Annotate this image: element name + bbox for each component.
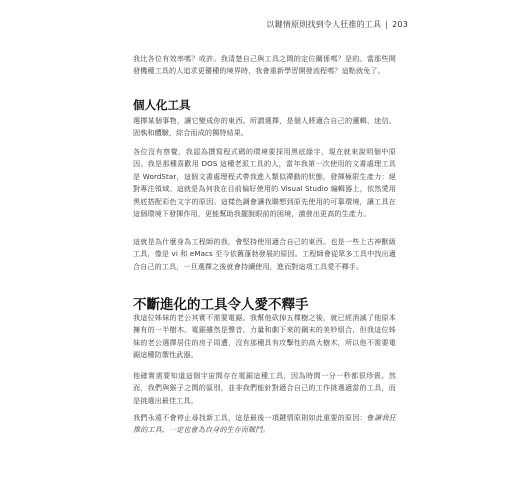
paragraph-environment: 各位沒有察覺，我認為撰寫程式碼的環境要採用黑底綠字，現在就來說明個中原因。我是那種喜歡用 DOS 這種老派工具的人，當年我第一次使用的文書處理工具是 WordStar，這個文書處理程式帶我進入類似禪動的狀態，發揮極限生產力：絕對專注領域。這就是為何我在目前偏好使用的 Visual Studio 編輯器上，依然愛用黑底搭配彩色文字的原因。這樣色調會讓我聯想到原先使用的可靠環境，讓工具在這個環境下發揮作用，更能幫助我擺脫眼前的困境，激發出更高的生產力。: [133, 147, 396, 219]
section-heading-personalized-tools: 個人化工具: [133, 98, 191, 112]
page-number: 203: [392, 20, 408, 29]
running-header: [266, 19, 408, 30]
paragraph-universe: 他確實需要知道這個宇宙間存在電鋸這種工具，因為時間一分一秒都很珍貴。然而，我們與猴子之間的區別，並非我們能針對適合自己的工作挑選適當的工具，而是挑選出最佳工具。: [133, 371, 396, 405]
paragraph-choose: 選擇某個事物，讓它變成你的東西。所謂選擇，是個人將適合自己的邏輯、迷信、固執和體驗，綜合而成的獨特結果。: [133, 116, 396, 138]
paragraph-engineer: 這就是為什麼身為工程師的我，會堅持使用適合自己的東西。也是一些上古神獸級工具，像是 vi 和 eMacs 至今依舊蓬勃發展的原因。工程師會從眾多工具中找出適合自己的工具，一旦選擇之後就會持續使用，進而對這項工具愛不釋手。: [133, 237, 396, 271]
paragraph-chainsaw: 我這位姊妹的老公其實不需要電鋸。我幫他砍掉五棵樹之後，就已經消滅了他原本擁有的一半樹木。電鋸雖然是聲音、力量和劇下來的鋼末的美妙組合，但我這位姊妹的老公選擇居住的房子周遭，沒有那種具有攻擊性的高大樹木，所以他不需要電鋸這種防禦性武器。: [133, 313, 396, 360]
intro-paragraph: 我比各位有效率嗎？或許。我清楚自己與工具之間的定位關係嗎？是的。當那些開發機種工具的人追求更優種的境界時，我會重新學習開發流程嗎？這點就免了。: [133, 54, 396, 76]
closing-italic-text: 讓我狂推的工具，一定也會為自身的生存而戰鬥。: [133, 413, 396, 435]
header-separator: |: [385, 20, 389, 29]
closing-lead-text: 我們永遠不會停止尋找新工具，這是最後一項鍵情原則如此重要的原因：會: [133, 413, 375, 422]
header-title: 以鍵情原則找到令人狂推的工具: [266, 20, 382, 29]
paragraph-closing: [133, 412, 396, 437]
section-heading-evolving-tools: 不斷進化的工具令人愛不釋手: [133, 297, 309, 313]
